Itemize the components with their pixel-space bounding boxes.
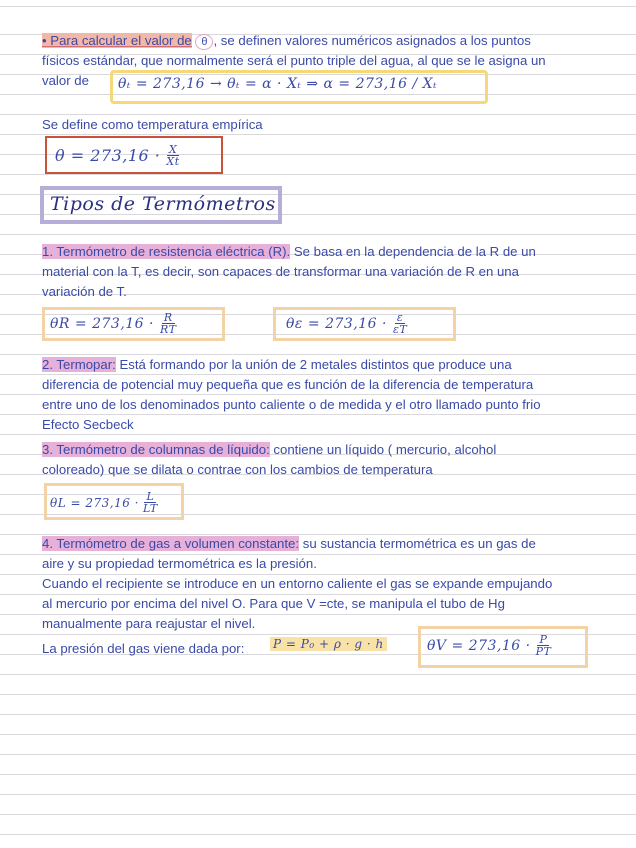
type1-line-1: 1. Termómetro de resistencia eléctrica (R). Se basa en la dependencia de la R de un: [42, 244, 536, 259]
type2-line-2: diferencia de potencial muy pequeña que es función de la diferencia de temperatura: [42, 377, 534, 392]
pressure-formula: P = P₀ + ρ · g · h: [270, 637, 387, 651]
triple-point-formula: θₜ = 273,16 → θₜ = α · Xₜ ⇒ α = 273,16 / Xₜ: [118, 76, 438, 92]
empirical-fraction: $\frac{X}{Xt}$: [166, 143, 180, 168]
type4-line-4: al mercurio por encima del nivel O. Para que V =cte, se manipula el tubo de Hg: [42, 596, 505, 611]
type2-line-1: 2. Termopar: Está formando por la unión de 2 metales distintos que produce una: [42, 357, 512, 372]
type3-title: 3. Termómetro de columnas de líquido:: [42, 442, 270, 457]
gas-formula: θV = 273,16 · $\frac{P}{PT}$: [427, 633, 552, 658]
type4-line-3: Cuando el recipiente se introduce en un entorno caliente el gas se expande empujando: [42, 576, 553, 591]
type3-line-2: coloreado) que se dilata o contrae con los cambios de temperatura: [42, 462, 433, 477]
liquid-formula: θL = 273,16 · $\frac{L}{LT}$: [50, 490, 158, 515]
type4-line-2: aire y su propiedad termométrica es la presión.: [42, 556, 317, 571]
thermocouple-formula: θε = 273,16 · $\frac{\varepsilon}{\varepsilon T}$: [286, 311, 408, 336]
resistance-formula: θR = 273,16 · $\frac{R}{RT}$: [50, 311, 177, 336]
type1-line-2: material con la T, es decir, son capaces de transformar una variación de R en una: [42, 264, 519, 279]
type2-line-3: entre uno de los denominados punto caliente o de medida y el otro llamado punto frio: [42, 397, 541, 412]
type2-title: 2. Termopar:: [42, 357, 116, 372]
intro-highlight: • Para calcular el valor de: [42, 33, 192, 48]
intro-line-2: físicos estándar, que normalmente será el punto triple del agua, al que se le asigna un: [42, 53, 546, 68]
intro-line-3: valor de: [42, 73, 89, 88]
theta-symbol: θ: [195, 34, 213, 50]
type4-line-5: manualmente para reajustar el nivel.: [42, 616, 256, 631]
empirical-temp-text: Se define como temperatura empírica: [42, 117, 263, 132]
type3-line-1: 3. Termómetro de columnas de líquido: contiene un líquido ( mercurio, alcohol: [42, 442, 497, 457]
type4-title: 4. Termómetro de gas a volumen constante:: [42, 536, 300, 551]
pressure-text: La presión del gas viene dada por:: [42, 641, 245, 656]
intro-paragraph: • Para calcular el valor de θ , se definen valores numéricos asignados a los puntos: [42, 33, 531, 48]
empirical-formula: [55, 144, 180, 167]
type1-title: 1. Termómetro de resistencia eléctrica (R).: [42, 244, 291, 259]
type1-line-3: variación de T.: [42, 284, 127, 299]
type2-line-4: Efecto Secbeck: [42, 417, 134, 432]
type4-line-1: 4. Termómetro de gas a volumen constante: su sustancia termométrica es un gas de: [42, 536, 536, 551]
thermometer-types-heading: Tipos de Termómetros: [50, 193, 276, 215]
empirical-formula-left: θ = 273,16 ·: [55, 146, 161, 165]
